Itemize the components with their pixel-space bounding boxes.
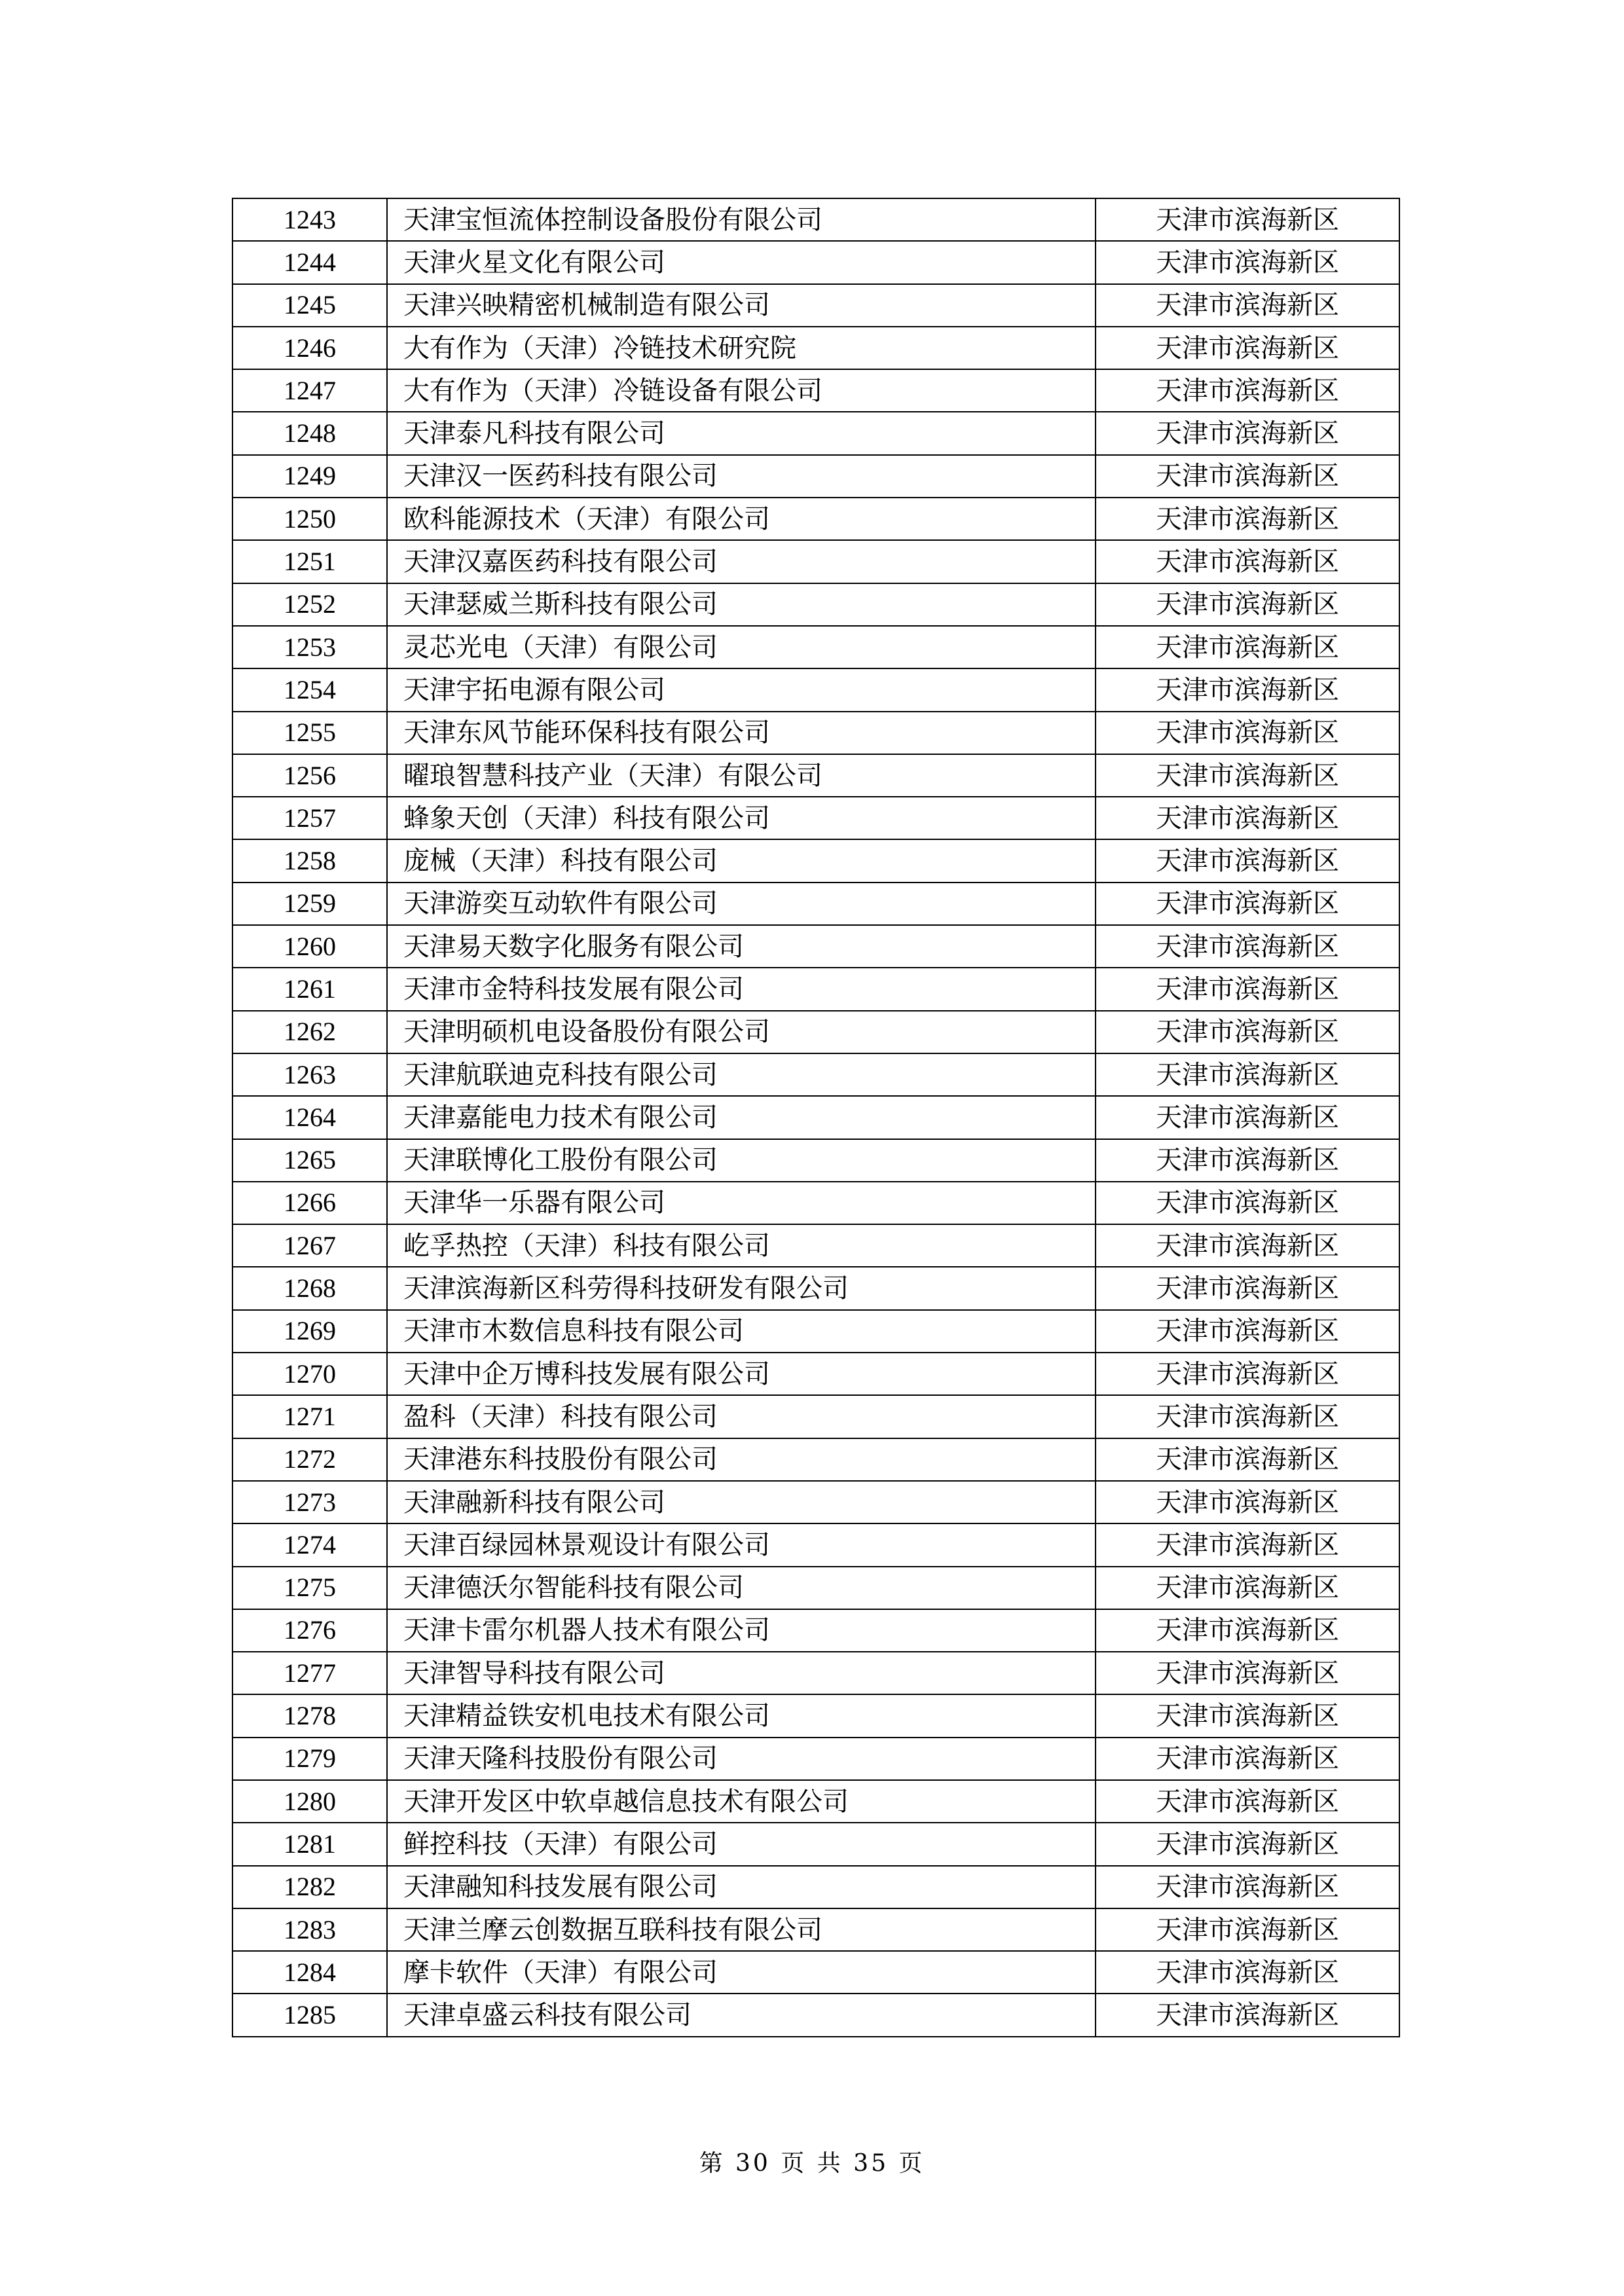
row-number: 1266 (232, 1182, 387, 1224)
company-name: 天津融知科技发展有限公司 (387, 1866, 1096, 1908)
region: 天津市滨海新区 (1096, 1267, 1399, 1309)
region: 天津市滨海新区 (1096, 1609, 1399, 1652)
company-name: 天津兴映精密机械制造有限公司 (387, 284, 1096, 327)
row-number: 1243 (232, 198, 387, 241)
company-name: 天津宇拓电源有限公司 (387, 668, 1096, 711)
company-name: 天津东风节能环保科技有限公司 (387, 712, 1096, 754)
table-row (232, 1652, 1399, 1694)
row-number: 1253 (232, 626, 387, 668)
company-name: 天津市木数信息科技有限公司 (387, 1310, 1096, 1353)
table-row (232, 1994, 1399, 2036)
table-row (232, 1053, 1399, 1096)
region: 天津市滨海新区 (1096, 583, 1399, 626)
region: 天津市滨海新区 (1096, 925, 1399, 968)
region: 天津市滨海新区 (1096, 1866, 1399, 1908)
table-row (232, 1353, 1399, 1395)
region: 天津市滨海新区 (1096, 540, 1399, 583)
region: 天津市滨海新区 (1096, 1224, 1399, 1267)
region: 天津市滨海新区 (1096, 327, 1399, 369)
company-name: 天津火星文化有限公司 (387, 241, 1096, 283)
region: 天津市滨海新区 (1096, 241, 1399, 283)
table-row (232, 1609, 1399, 1652)
table-row (232, 797, 1399, 839)
region: 天津市滨海新区 (1096, 1908, 1399, 1951)
row-number: 1250 (232, 498, 387, 540)
region: 天津市滨海新区 (1096, 1823, 1399, 1865)
company-name: 曜琅智慧科技产业（天津）有限公司 (387, 754, 1096, 797)
company-name: 天津中企万博科技发展有限公司 (387, 1353, 1096, 1395)
region: 天津市滨海新区 (1096, 1395, 1399, 1438)
company-name: 天津德沃尔智能科技有限公司 (387, 1567, 1096, 1609)
row-number: 1260 (232, 925, 387, 968)
table-row (232, 1139, 1399, 1182)
row-number: 1278 (232, 1694, 387, 1737)
company-name: 大有作为（天津）冷链技术研究院 (387, 327, 1096, 369)
region: 天津市滨海新区 (1096, 198, 1399, 241)
company-name: 欧科能源技术（天津）有限公司 (387, 498, 1096, 540)
row-number: 1264 (232, 1096, 387, 1139)
table-row (232, 1224, 1399, 1267)
row-number: 1251 (232, 540, 387, 583)
company-name: 天津航联迪克科技有限公司 (387, 1053, 1096, 1096)
row-number: 1279 (232, 1738, 387, 1780)
row-number: 1255 (232, 712, 387, 754)
region: 天津市滨海新区 (1096, 1139, 1399, 1182)
company-name: 天津卓盛云科技有限公司 (387, 1994, 1096, 2036)
table-row (232, 198, 1399, 241)
table-row (232, 241, 1399, 283)
table-row (232, 498, 1399, 540)
row-number: 1280 (232, 1780, 387, 1823)
table-row (232, 668, 1399, 711)
region: 天津市滨海新区 (1096, 883, 1399, 925)
company-name: 灵芯光电（天津）有限公司 (387, 626, 1096, 668)
row-number: 1263 (232, 1053, 387, 1096)
region: 天津市滨海新区 (1096, 754, 1399, 797)
region: 天津市滨海新区 (1096, 369, 1399, 412)
row-number: 1271 (232, 1395, 387, 1438)
table-row (232, 1908, 1399, 1951)
table-row (232, 1481, 1399, 1523)
table-row (232, 1780, 1399, 1823)
row-number: 1272 (232, 1438, 387, 1481)
row-number: 1273 (232, 1481, 387, 1523)
row-number: 1246 (232, 327, 387, 369)
company-name: 天津明硕机电设备股份有限公司 (387, 1011, 1096, 1053)
table-row (232, 369, 1399, 412)
company-name: 天津宝恒流体控制设备股份有限公司 (387, 198, 1096, 241)
company-name: 天津汉一医药科技有限公司 (387, 455, 1096, 498)
company-name: 天津融新科技有限公司 (387, 1481, 1096, 1523)
table-row (232, 455, 1399, 498)
region: 天津市滨海新区 (1096, 1438, 1399, 1481)
table-row (232, 1267, 1399, 1309)
row-number: 1275 (232, 1567, 387, 1609)
company-name: 天津天隆科技股份有限公司 (387, 1738, 1096, 1780)
company-name: 天津卡雷尔机器人技术有限公司 (387, 1609, 1096, 1652)
row-number: 1285 (232, 1994, 387, 2036)
table-row (232, 1523, 1399, 1566)
region: 天津市滨海新区 (1096, 412, 1399, 454)
table-row (232, 883, 1399, 925)
row-number: 1270 (232, 1353, 387, 1395)
company-name: 天津滨海新区科劳得科技研发有限公司 (387, 1267, 1096, 1309)
table-row (232, 540, 1399, 583)
row-number: 1249 (232, 455, 387, 498)
region: 天津市滨海新区 (1096, 498, 1399, 540)
company-name: 天津百绿园林景观设计有限公司 (387, 1523, 1096, 1566)
row-number: 1257 (232, 797, 387, 839)
row-number: 1283 (232, 1908, 387, 1951)
company-name: 天津联博化工股份有限公司 (387, 1139, 1096, 1182)
company-name: 天津开发区中软卓越信息技术有限公司 (387, 1780, 1096, 1823)
table-row (232, 327, 1399, 369)
row-number: 1261 (232, 968, 387, 1010)
region: 天津市滨海新区 (1096, 839, 1399, 882)
table-row (232, 626, 1399, 668)
row-number: 1265 (232, 1139, 387, 1182)
company-name: 天津汉嘉医药科技有限公司 (387, 540, 1096, 583)
region: 天津市滨海新区 (1096, 1481, 1399, 1523)
row-number: 1284 (232, 1951, 387, 1994)
table-row (232, 754, 1399, 797)
region: 天津市滨海新区 (1096, 1951, 1399, 1994)
company-name: 天津易天数字化服务有限公司 (387, 925, 1096, 968)
table-row (232, 968, 1399, 1010)
table-row (232, 1011, 1399, 1053)
company-table (232, 198, 1400, 2037)
row-number: 1258 (232, 839, 387, 882)
region: 天津市滨海新区 (1096, 1694, 1399, 1737)
table-row (232, 412, 1399, 454)
region: 天津市滨海新区 (1096, 968, 1399, 1010)
row-number: 1252 (232, 583, 387, 626)
company-name: 天津港东科技股份有限公司 (387, 1438, 1096, 1481)
company-name: 天津瑟威兰斯科技有限公司 (387, 583, 1096, 626)
row-number: 1256 (232, 754, 387, 797)
region: 天津市滨海新区 (1096, 712, 1399, 754)
row-number: 1254 (232, 668, 387, 711)
table-row (232, 1694, 1399, 1737)
table-row (232, 839, 1399, 882)
row-number: 1248 (232, 412, 387, 454)
page-footer: 第 30 页 共 35 页 (699, 2150, 925, 2177)
table-row (232, 1182, 1399, 1224)
region: 天津市滨海新区 (1096, 1011, 1399, 1053)
row-number: 1247 (232, 369, 387, 412)
company-name: 天津兰摩云创数据互联科技有限公司 (387, 1908, 1096, 1951)
company-name: 天津市金特科技发展有限公司 (387, 968, 1096, 1010)
region: 天津市滨海新区 (1096, 284, 1399, 327)
region: 天津市滨海新区 (1096, 1353, 1399, 1395)
company-name: 天津华一乐器有限公司 (387, 1182, 1096, 1224)
region: 天津市滨海新区 (1096, 668, 1399, 711)
table-row (232, 583, 1399, 626)
region: 天津市滨海新区 (1096, 1310, 1399, 1353)
row-number: 1282 (232, 1866, 387, 1908)
company-name: 庞械（天津）科技有限公司 (387, 839, 1096, 882)
table-row (232, 925, 1399, 968)
region: 天津市滨海新区 (1096, 1567, 1399, 1609)
company-name: 天津游奕互动软件有限公司 (387, 883, 1096, 925)
company-name: 屹孚热控（天津）科技有限公司 (387, 1224, 1096, 1267)
region: 天津市滨海新区 (1096, 626, 1399, 668)
table-row (232, 1567, 1399, 1609)
row-number: 1281 (232, 1823, 387, 1865)
region: 天津市滨海新区 (1096, 1738, 1399, 1780)
region: 天津市滨海新区 (1096, 797, 1399, 839)
row-number: 1267 (232, 1224, 387, 1267)
company-name: 天津泰凡科技有限公司 (387, 412, 1096, 454)
region: 天津市滨海新区 (1096, 455, 1399, 498)
company-name: 摩卡软件（天津）有限公司 (387, 1951, 1096, 1994)
table-row (232, 712, 1399, 754)
company-name: 天津嘉能电力技术有限公司 (387, 1096, 1096, 1139)
table-body (232, 198, 1399, 2037)
table-row (232, 1866, 1399, 1908)
table-row (232, 1738, 1399, 1780)
row-number: 1245 (232, 284, 387, 327)
table-row (232, 1096, 1399, 1139)
row-number: 1268 (232, 1267, 387, 1309)
company-name: 大有作为（天津）冷链设备有限公司 (387, 369, 1096, 412)
row-number: 1276 (232, 1609, 387, 1652)
region: 天津市滨海新区 (1096, 1182, 1399, 1224)
row-number: 1259 (232, 883, 387, 925)
table-row (232, 1395, 1399, 1438)
region: 天津市滨海新区 (1096, 1523, 1399, 1566)
row-number: 1262 (232, 1011, 387, 1053)
company-name: 鲜控科技（天津）有限公司 (387, 1823, 1096, 1865)
company-name: 蜂象天创（天津）科技有限公司 (387, 797, 1096, 839)
region: 天津市滨海新区 (1096, 1652, 1399, 1694)
region: 天津市滨海新区 (1096, 1994, 1399, 2036)
region: 天津市滨海新区 (1096, 1096, 1399, 1139)
table-row (232, 284, 1399, 327)
region: 天津市滨海新区 (1096, 1780, 1399, 1823)
company-name: 天津智导科技有限公司 (387, 1652, 1096, 1694)
table-row (232, 1310, 1399, 1353)
table-row (232, 1823, 1399, 1865)
row-number: 1244 (232, 241, 387, 283)
row-number: 1277 (232, 1652, 387, 1694)
table-row (232, 1951, 1399, 1994)
company-name: 天津精益铁安机电技术有限公司 (387, 1694, 1096, 1737)
row-number: 1269 (232, 1310, 387, 1353)
company-name: 盈科（天津）科技有限公司 (387, 1395, 1096, 1438)
region: 天津市滨海新区 (1096, 1053, 1399, 1096)
row-number: 1274 (232, 1523, 387, 1566)
table-row (232, 1438, 1399, 1481)
